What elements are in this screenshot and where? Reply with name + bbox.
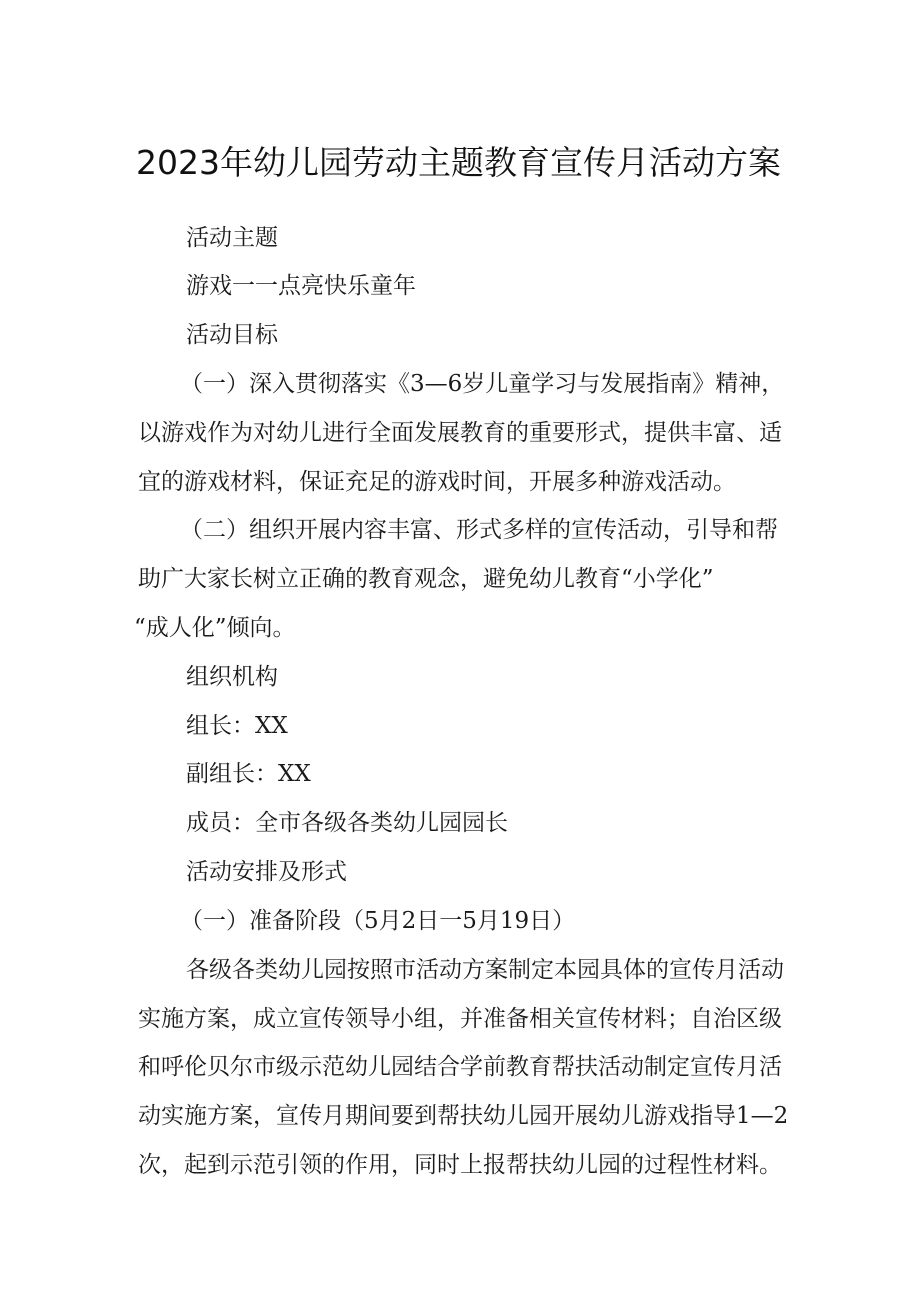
phase-1-line-3: 和呼伦贝尔市级示范幼儿园结合学前教育帮扶活动制定宣传月活 xyxy=(138,1054,782,1080)
theme-text: 游戏一一点亮快乐童年 xyxy=(186,273,416,299)
section-heading-goals: 活动目标 xyxy=(186,322,278,348)
phase-1-line-5: 次，起到示范引领的作用，同时上报帮扶幼儿园的过程性材料。 xyxy=(138,1152,782,1178)
schedule-phase-1: （一）准备阶段（5月2日一5月19日） xyxy=(180,908,576,934)
goal-1-line-2: 以游戏作为对幼儿进行全面发展教育的重要形式，提供丰富、适 xyxy=(138,420,782,446)
document-title: 2023年幼儿园劳动主题教育宣传月活动方案 xyxy=(136,143,781,182)
phase-1-line-2: 实施方案，成立宣传领导小组，并准备相关宣传材料；自治区级 xyxy=(138,1006,782,1032)
org-deputy-leader: 副组长：XX xyxy=(186,761,311,787)
goal-1-line-1: （一）深入贯彻落实《3—6岁儿童学习与发展指南》精神， xyxy=(180,371,785,397)
section-heading-theme: 活动主题 xyxy=(186,225,278,251)
goal-2-line-2: 助广大家长树立正确的教育观念，避免幼儿教育“小学化” xyxy=(138,566,714,592)
goal-2-line-3: “成人化”倾向。 xyxy=(134,615,296,641)
goal-2-line-1: （二）组织开展内容丰富、形式多样的宣传活动，引导和帮 xyxy=(180,517,778,543)
section-heading-organization: 组织机构 xyxy=(186,664,278,690)
goal-1-line-3: 宜的游戏材料，保证充足的游戏时间，开展多种游戏活动。 xyxy=(138,469,736,495)
phase-1-line-4: 动实施方案，宣传月期间要到帮扶幼儿园开展幼儿游戏指导1—2 xyxy=(138,1103,789,1129)
org-members: 成员：全市各级各类幼儿园园长 xyxy=(186,810,508,836)
section-heading-schedule: 活动安排及形式 xyxy=(186,859,347,885)
org-leader: 组长：XX xyxy=(186,713,288,739)
phase-1-line-1: 各级各类幼儿园按照市活动方案制定本园具体的宣传月活动 xyxy=(186,957,784,983)
